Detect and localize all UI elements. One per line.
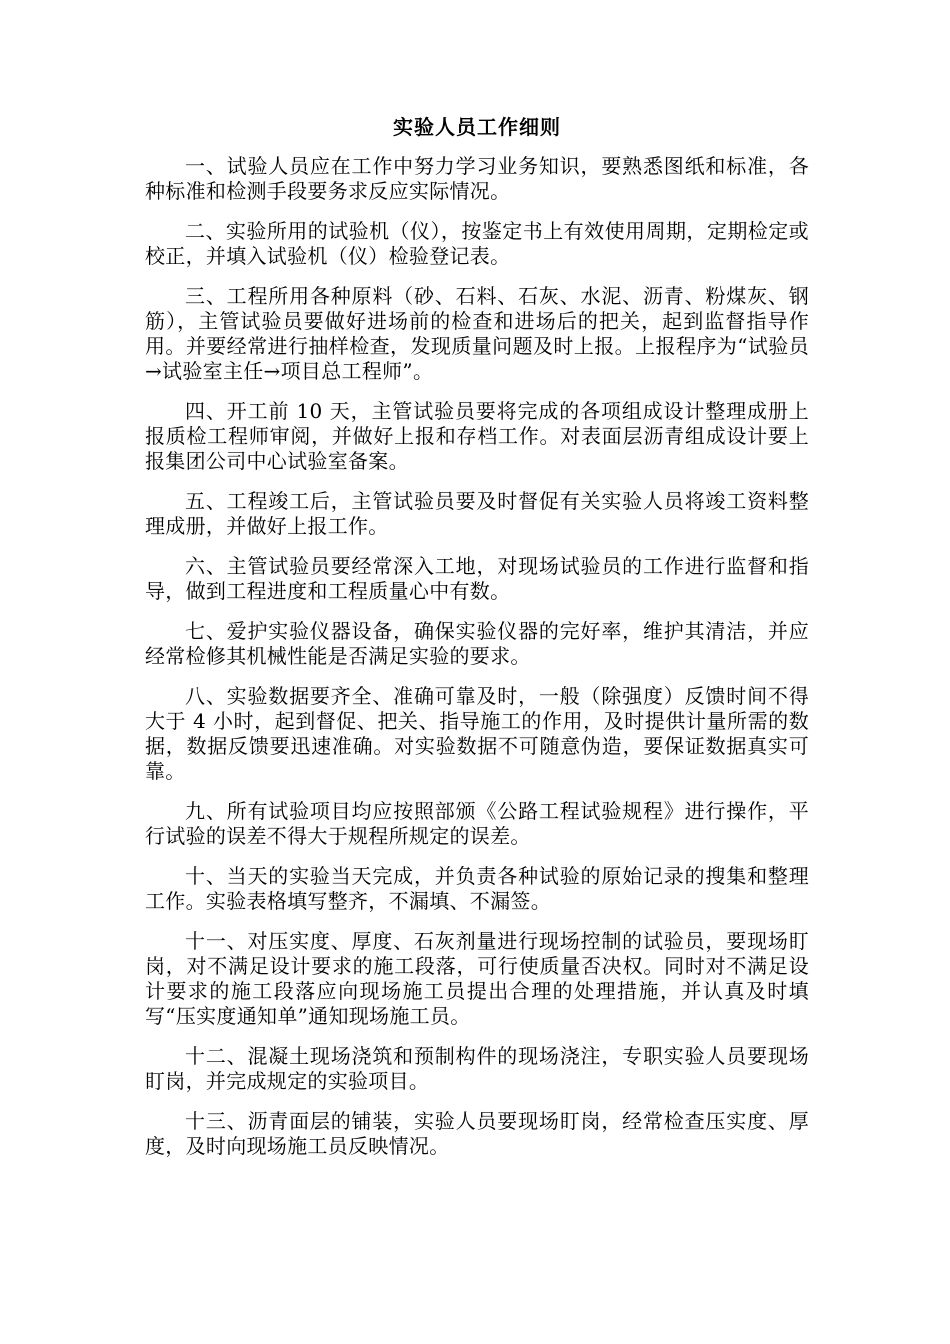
clause-6: 六、主管试验员要经常深入工地，对现场试验员的工作进行监督和指导，做到工程进度和工程质量心中有数。 [145,554,809,603]
clause-8: 八、实验数据要齐全、准确可靠及时，一般（除强度）反馈时间不得大于 4 小时，起到督促、把关、指导施工的作用，及时提供计量所需的数据，数据反馈要迅速准确。对实验数据不可随意伪造，要保证数据真实可靠。 [145,684,809,783]
clause-12: 十二、混凝土现场浇筑和预制构件的现场浇注，专职实验人员要现场盯岗，并完成规定的实验项目。 [145,1044,809,1093]
clause-1: 一、试验人员应在工作中努力学习业务知识，要熟悉图纸和标准，各种标准和检测手段要务求反应实际情况。 [145,154,809,203]
clause-10: 十、当天的实验当天完成，并负责各种试验的原始记录的搜集和整理工作。实验表格填写整齐，不漏填、不漏签。 [145,864,809,913]
clause-9: 九、所有试验项目均应按照部颁《公路工程试验规程》进行操作，平行试验的误差不得大于规程所规定的误差。 [145,799,809,848]
clause-11: 十一、对压实度、厚度、石灰剂量进行现场控制的试验员，要现场盯岗，对不满足设计要求的施工段落，可行使质量否决权。同时对不满足设计要求的施工段落应向现场施工员提出合理的处理措施，并认真及时填写“压实度通知单”通知现场施工员。 [145,929,809,1028]
clause-4: 四、开工前 10 天，主管试验员要将完成的各项组成设计整理成册上报质检工程师审阅，并做好上报和存档工作。对表面层沥青组成设计要上报集团公司中心试验室备案。 [145,399,809,473]
clause-2: 二、实验所用的试验机（仪），按鉴定书上有效使用周期，定期检定或校正，并填入试验机（仪）检验登记表。 [145,219,809,268]
document-page [145,112,809,1174]
document-title: 实验人员工作细则 [393,115,561,139]
clause-3: 三、工程所用各种原料（砂、石料、石灰、水泥、沥青、粉煤灰、钢筋），主管试验员要做好进场前的检查和进场后的把关，起到监督指导作用。并要经常进行抽样检查，发现质量问题及时上报。上报程序为“试验员→试验室主任→项目总工程师”。 [145,284,809,383]
clause-13: 十三、沥青面层的铺装，实验人员要现场盯岗，经常检查压实度、厚度，及时向现场施工员反映情况。 [145,1109,809,1158]
clause-7: 七、爱护实验仪器设备，确保实验仪器的完好率，维护其清洁，并应经常检修其机械性能是否满足实验的要求。 [145,619,809,668]
clause-5: 五、工程竣工后，主管试验员要及时督促有关实验人员将竣工资料整理成册，并做好上报工作。 [145,489,809,538]
